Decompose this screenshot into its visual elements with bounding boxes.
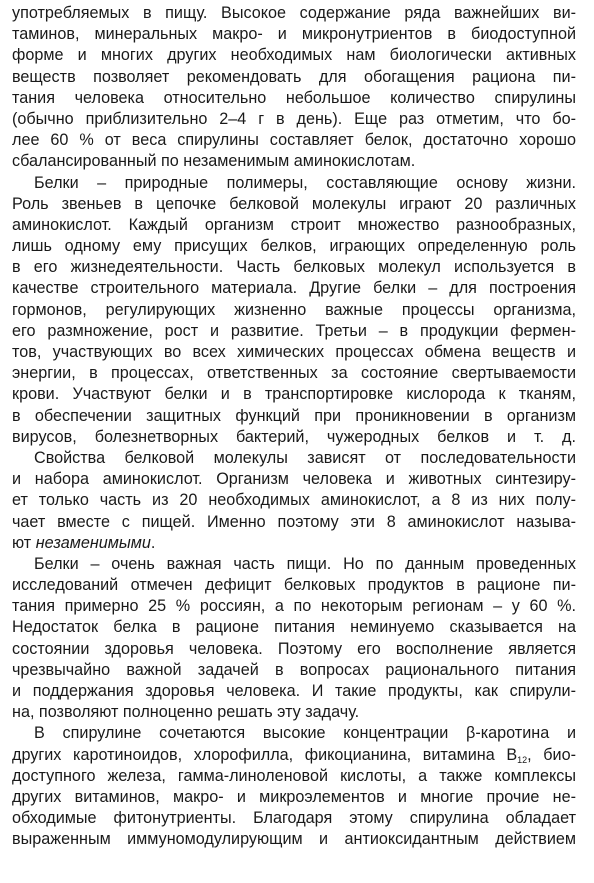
text-line: чрезвычайно важной задачей в вопросах рационального питания [12,660,576,679]
text-line: в обеспечении защитных функций при проникновении в организм [12,406,576,425]
text-line: доступного железа, гамма-линоленовой кислоты, а также комплексы [12,766,576,785]
text-line [12,533,576,554]
text-line: выраженным иммуномодулирующим и антиоксидантным действием [12,830,576,849]
text-line: тания примерно 25 % россиян, а по некоторым регионам – у 60 %. [12,597,576,616]
emphasized-term: незаменимыми [35,533,151,552]
text-line: гормонов, регулирующих жизненно важные процессы организма, [12,300,576,319]
text-line: (обычно приблизительно 2–4 г в день). Еще раз отметим, что бо- [12,109,576,128]
vitamin-subscript: 12 [517,754,528,765]
paragraph-5 [12,723,576,850]
text-line: Роль звеньев в цепочке белковой молекулы играют 20 различных [12,194,576,213]
paragraph-3 [12,448,576,554]
text-line: лее 60 % от веса спирулины составляет белок, достаточно хорошо [12,131,576,150]
text-line: энергии, в процессах, ответственных за состояние свертываемости [12,364,576,383]
text-fragment: . [150,533,156,552]
paragraph-1 [12,3,576,173]
text-line: Белки – очень важная часть пищи. Но по данным проведенных [34,554,576,573]
text-line: В спирулине сочетаются высокие концентрации β-каротина и [34,724,576,743]
text-line: чает вместе с пищей. Именно поэтому эти 8 аминокислот называ- [12,512,576,531]
text-line: состоянии здоровья человека. Поэтому его восполнение является [12,639,576,658]
text-line: на, позволяют полноценно решать эту задачу. [12,703,360,722]
text-line: обходимые фитонутриенты. Благодаря этому спирулина обладает [12,809,576,828]
text-line: Белки – природные полимеры, составляющие основу жизни. [34,173,576,192]
text-line: качестве строительного материала. Другие белки – для построения [12,279,576,298]
text-line: ет только часть из 20 необходимых аминокислот, а 8 из них полу- [12,491,576,510]
text-line: Недостаток белка в рационе питания неминуемо сказывается на [12,618,576,637]
text-line: в его жизнедеятельности. Часть белковых молекул используется в [12,258,576,277]
text-fragment: , био- [527,745,576,764]
text-line: форме и многих других необходимых нам биологически активных [12,46,576,65]
text-line: веществ позволяет рекомендовать для обогащения рациона пи- [12,67,576,86]
paragraph-2 [12,173,576,448]
text-line: тания человека относительно небольшое количество спирулины [12,88,576,107]
text-line: вирусов, болезнетворных бактерий, чужеродных белков и т. д. [12,427,576,446]
text-line: лишь одному ему присущих белков, играющих определенную роль [12,237,576,256]
text-line [12,745,576,766]
text-line: крови. Участвуют белки и в транспортировке кислорода к тканям, [12,385,576,404]
text-line: других витаминов, макро- и микроэлементов и многие прочие не- [12,787,576,806]
text-fragment: других каротиноидов, хлорофилла, фикоцианина, витамина В [12,745,518,764]
text-line: аминокислот. Каждый организм строит множество разнообразных, [12,215,576,234]
text-line: сбалансированный по незаменимым аминокислотам. [12,152,416,171]
text-line: исследований отмечен дефицит белковых продуктов в рационе пи- [12,576,576,595]
document-page [12,3,576,851]
text-line: и набора аминокислот. Организм человека и животных синтезиру- [12,470,576,489]
text-line: тов, участвующих во всех химических процессах обмена веществ и [12,343,576,361]
text-line: Свойства белковой молекулы зависят от последовательности [34,448,576,467]
text-line: употребляемых в пищу. Высокое содержание ряда важнейших ви- [12,4,576,22]
paragraph-4 [12,554,576,724]
text-line: и поддержания здоровья человека. И такие продукты, как спирули- [12,682,576,700]
text-line: его размножение, рост и развитие. Третьи – в продукции фермен- [12,321,576,340]
text-line: таминов, минеральных макро- и микронутриентов в биодоступной [12,25,576,44]
text-fragment: ют [12,533,36,552]
